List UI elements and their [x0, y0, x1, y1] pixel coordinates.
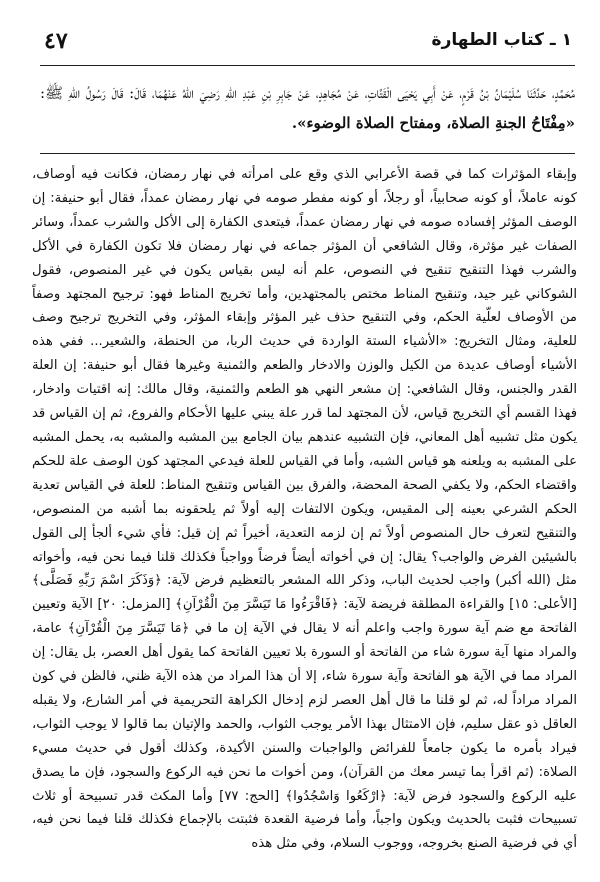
running-title: ١ ـ كتاب الطهارة — [431, 30, 572, 50]
header-rule — [40, 65, 575, 66]
commentary-text — [32, 163, 577, 872]
hadith-isnad: مُحَمَّدٍ، حَدَّثَنَا سُلَيْمَانُ بْنُ قَرْمٍ، عَنْ أَبِي يَحْيَى الْقَتَّاتِ، عَنْ مُجَاهِدٍ، عَنْ جَابِرِ بْنِ عَبْدِ اللهِ رَضِيَ اللهُ عَنْهُمَا، قَالَ: قَالَ رَسُولُ اللهِ ﷺ: — [40, 84, 575, 102]
section-divider — [40, 153, 575, 154]
hadith-text — [40, 78, 575, 138]
commentary-paragraph: وإبقاء المؤثرات كما في قصة الأعرابي الذي وقع على امرأته في نهار رمضان، فكانت فيه أوصاف، كونه عاملاً، أو كونه صحابياً، أو رجلاً، أو كونه مفطر صومه في نهار رمضان عمداً، فقال أبو حنيفة: إن الوصف المؤثر إفساده صومه في نهار رمضان عمداً، فيتعدى الكفارة إلى الأكل والشرب عمداً، وسائر الصفات غير مؤثرة، وقال الشافعي أن المؤثر جماعه في نهار رمضان فلا تكون الكفارة في الأكل والشرب فهذا التنقيح تنقيح في النصوص، علم أنه ليس بقياس يكون في غير المنصوص، فقول الشوكاني غير جيد، وتنقيح المناط مختص بالمجتهدين، وأما تخريج المناط فهو: ترجيح المجتهد وصفاً من الأوصاف لعلّية الحكم، وفي التنقيح حذف غير المؤثر وإبقاء المؤثر، وفي التخريج ترجيح وصف للعلية، ومثال التخريج: «الأشياء الستة الواردة في حديث الربا، من الحنطة، والشعير... ففي هذه الأشياء أوصاف عديدة من الكيل والوزن والادخار والطعم والثمنية وغيرها فقال أبو حنيفة: إن العلة القدر والجنس، وقال الشافعي: إن مشعر النهي هو الطعم والثمنية، وقال مالك: إنه اقتيات وادخار، فهذا القسم أي التخريج قياس، لأن المجتهد لما قرر علة يبني عليها الأحكام والفروع، ثم إن القياس قد يكون مثل تشبيه أهل المعاني، فإن التشبيه عندهم بيان الجامع بين المشبه والمشبه به، يحمل المشبه على المشبه به ويلعنه هو قياس الشبه، وأما في القياس للعلة فيدعي المجتهد كون الوصف علة للحكم واقتضاء الحكم، ولا يكفي الصحة المحضة، والفرق بين القياس وتنقيح المناط: للعلة في القياس تعدية الحكم الشرعي بعينه إلى المقيس، ويكون الالتفات إليه أولاً ثم يلحقونه بما أشبه من المنصوص، والتنقيح لتعرف حال المنصوص أولاً ثم إن لزمه التعدية، أخيراً ثم إن قيل: فأي شيء ألجأ إلى القول بالشيئين الفرض والواجب؟ يقال: إن في أخواته أيضاً فرضاً وواجباً فكذلك قلنا فيما نحن فيه، وأخواته مثل (الله أكبر) واجب لحديث الباب، وذكر الله المشعر بالتعظيم فرض لآية: ﴿وَذَكَرَ اسْمَ رَبِّهِ فَصَلَّى﴾ [الأعلى: ١٥] والقراءة المطلقة فريضة لآية: ﴿فَاقْرَءُوا مَا تَيَسَّرَ مِنَ الْقُرْآنِ﴾ [المزمل: ٢٠] الآية وتعيين الفاتحة مع ضم آية سورة واجب واعلم أنه لا يقال في الآية إن ما في ﴿مَا تَيَسَّرَ مِنَ الْقُرْآنِ﴾ عامة، والمراد منها آية سورة شاء من الفاتحة أو السورة بلا تعيين الفاتحة كما يقول أهل العصر، بل يقال: إن المراد مما في الآية هو الفاتحة وآية سورة شاء، إلا أن هذا المراد من هذه الآية ظني، فالظن في كون المراد مراداً له، ثم لو قلنا ما قال أهل العصر لزم إدخال الكراهة التحريمية في أمر الشارع، ولا يقبله العاقل ذو عقل سليم، فإن الامتثال بهذا الأمر يوجب الثواب، والحمد والإتيان بما قالوا لا يوجب الثواب، فيراد بأمره ما يكون جامعاً للفرائض والواجبات والسنن الأكيدة، وكذلك أقول في حديث مسيء الصلاة: (ثم اقرأ بما تيسر معك من القرآن)، ومن أخوات ما نحن فيه الركوع والسجود، فإن ما يصدق عليه الركوع والسجود فرض لآية: ﴿ارْكَعُوا وَاسْجُدُوا﴾ [الحج: ٧٧] وأما المكث قدر تسبيحة أو ثلاث تسبيحات فثبت بالحديث ويكون واجباً، وأما فرضية القعدة فثبتت بالإجماع فكذلك قلنا فيما نحن فيه، أي في فرضية الصنع بخروجه، ووجوب السلام، وفي مثل هذه — [32, 167, 577, 852]
page-header — [44, 20, 572, 60]
hadith-matn: «مِفْتَاحُ الجنةِ الصلاة، ومفتاح الصلاة الوضوء». — [291, 114, 575, 132]
page-number: ٤٧ — [44, 28, 68, 54]
